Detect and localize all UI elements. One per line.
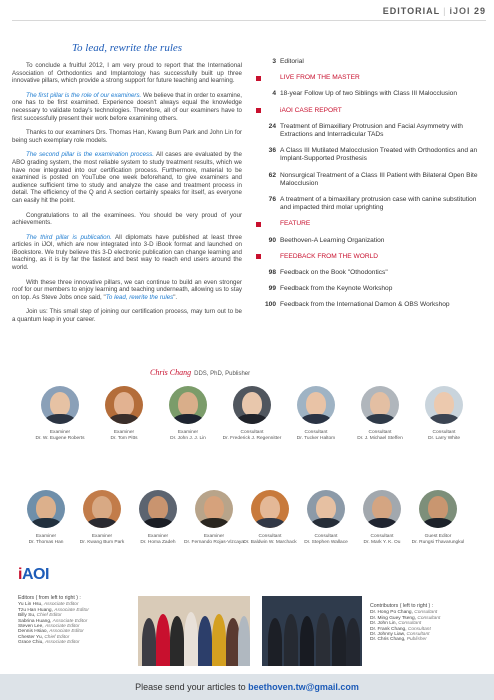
person-card <box>128 490 188 545</box>
body-text: Join us: This small step of joining our certification process, may turn out to be a quantum leap in your career. <box>12 308 242 324</box>
editorial-body <box>12 62 242 324</box>
person-name: Dr. John J. J. Lin <box>170 435 206 441</box>
footer-bar <box>0 674 494 700</box>
credit-role: Consultant <box>407 626 431 632</box>
editors-list <box>18 596 138 646</box>
person-card <box>414 386 474 441</box>
header-page-number: 29 <box>473 6 486 16</box>
person-role: Consultant <box>368 430 392 435</box>
credit-role: Consultant <box>406 632 430 638</box>
portrait-photo <box>419 490 457 528</box>
person-name: Dr. W. Eugene Roberts <box>35 435 85 441</box>
highlight-text: To lead, rewrite the rules <box>105 293 174 301</box>
toc-section-heading <box>252 74 488 82</box>
toc-entry-title: Beethoven-A Learning Organization <box>280 236 385 244</box>
toc-section-heading <box>252 253 488 261</box>
person-card <box>30 386 90 441</box>
section-marker-icon <box>256 108 261 113</box>
editorial-paragraph <box>12 279 242 302</box>
toc-entry[interactable] <box>252 301 488 309</box>
person-role: Examiner <box>91 534 113 539</box>
portrait-photo <box>41 386 79 424</box>
highlight-text: The first pillar is the role of our examiners. <box>26 91 142 99</box>
person-name: Dr. Tom Pitts <box>110 435 138 441</box>
toc-entry-title: Feedback from the Keynote Workshop <box>280 285 393 293</box>
credit-name: Billy Su, <box>18 613 37 619</box>
portrait-photo <box>361 386 399 424</box>
person-card <box>184 490 244 545</box>
header-label <box>383 6 486 16</box>
toc-entry[interactable] <box>252 196 488 212</box>
portrait-photo <box>425 386 463 424</box>
credit-name: Yu Lin Hsu, <box>18 602 44 608</box>
person-role: Examiner <box>113 430 135 435</box>
body-text: ". <box>173 293 178 301</box>
credit-name: Tzu Han Huang, <box>18 607 55 613</box>
toc-section-label: iAOI CASE REPORT <box>280 106 342 114</box>
toc-entry[interactable] <box>252 237 488 245</box>
toc-entry-title: A treatment of a bimaxillary protrusion case with canine substitution and impacted third molar uprighting <box>280 196 477 212</box>
person-name: Dr. Stephen Wallace <box>304 539 348 545</box>
person-role: Examiner <box>49 430 71 435</box>
header-magazine: iJOI <box>449 6 471 16</box>
person-name: Dr. Mark Y. K. Ou <box>363 539 401 545</box>
portrait-photo <box>251 490 289 528</box>
credit-name: Dr. Chris Chang, <box>370 637 407 643</box>
credit-line <box>370 637 490 642</box>
toc-entry-title: Nonsurgical Treatment of a Class III Patient with Bilateral Open Bite Malocclusion <box>280 171 478 187</box>
credit-name: Dr. John Lin, <box>370 621 399 627</box>
table-of-contents <box>252 58 488 318</box>
person-card <box>94 386 154 441</box>
portrait-photo <box>233 386 271 424</box>
toc-section-heading <box>252 107 488 115</box>
person-name: Dr. Kwang Bum Park <box>79 539 125 545</box>
portrait-photo <box>83 490 121 528</box>
person-role: Guest Editor <box>424 534 452 539</box>
toc-page-number: 99 <box>268 285 276 293</box>
toc-entry[interactable] <box>252 147 488 163</box>
editorial-signature <box>150 368 250 377</box>
editorial-paragraph <box>12 62 242 85</box>
person-role: Consultant <box>240 430 264 435</box>
editorial-title: To lead, rewrite the rules <box>71 42 183 54</box>
contributors-entries <box>370 610 490 642</box>
person-card <box>240 490 300 545</box>
person-role: Consultant <box>314 534 338 539</box>
credit-name: Sabrina Huang, <box>18 618 53 624</box>
signature-name: Chris Chang <box>150 368 192 377</box>
toc-entry-title: 18-year Follow Up of two Siblings with Class III Malocclusion <box>280 90 458 98</box>
credit-role: Publisher <box>406 637 427 643</box>
body-text: To conclude a fruitful 2012, I am very proud to report that the International Association of Orthodontics and Implantology has successfully built up three innovative pillars, which provide a strong support for future teaching and learning. <box>12 62 242 85</box>
person-card <box>350 386 410 441</box>
footer-email-link[interactable]: beethoven.tw@gmail.com <box>248 682 359 692</box>
credit-name: Dr. Ming Guey Tseng, <box>370 615 418 621</box>
body-text: Thanks to our examiners Drs. Thomas Han, Kwang Bum Park and John Lin for being such exemplary role models. <box>12 129 242 144</box>
editors-heading: Editors ( from left to right ) : <box>18 595 81 601</box>
person-role: Examiner <box>177 430 199 435</box>
person-card <box>286 386 346 441</box>
logo-prefix: i <box>18 566 22 583</box>
contributors-heading: Contributors ( left to right ) : <box>370 603 434 609</box>
toc-entry[interactable] <box>252 123 488 139</box>
toc-entry-title: A Class III Mutilated Malocclusion Treated with Orthodontics and an Implant-Supported Prosthesis <box>280 147 478 163</box>
editorial-column <box>12 42 242 331</box>
person-card <box>222 386 282 441</box>
editors-group-photo <box>138 596 250 666</box>
portrait-photo <box>195 490 233 528</box>
person-role: Consultant <box>258 534 282 539</box>
person-name: Dr. Homa Zadeh <box>140 539 176 545</box>
toc-entry[interactable] <box>252 269 488 277</box>
credit-role: Associate Editor <box>44 640 80 646</box>
toc-entry[interactable] <box>252 90 488 98</box>
section-marker-icon <box>256 222 261 227</box>
contributors-list <box>370 604 490 643</box>
toc-section-heading <box>252 220 488 228</box>
editorial-paragraph <box>12 212 242 227</box>
toc-page-number: 24 <box>268 122 276 130</box>
credit-name: Grace Chiu, <box>18 640 45 646</box>
page-header <box>0 6 494 20</box>
person-card <box>16 490 76 545</box>
portrait-photo <box>169 386 207 424</box>
credit-name: Steven Lee, <box>18 624 45 630</box>
person-card <box>72 490 132 545</box>
credit-role: Consultant <box>417 615 441 621</box>
toc-page-number: 98 <box>268 269 276 277</box>
header-divider: | <box>443 6 447 16</box>
credit-name: Dr. Johnny Liaw, <box>370 632 407 638</box>
person-name: Dr. Larry White <box>428 435 460 441</box>
toc-page-number: 62 <box>268 171 276 179</box>
toc-entry[interactable] <box>252 172 488 188</box>
portrait-photo <box>105 386 143 424</box>
credit-name: Chester Yu, <box>18 634 45 640</box>
person-role: Examiner <box>203 534 225 539</box>
signature-title: DDS, PhD, Publisher <box>194 371 251 377</box>
credit-role: Associate Editor <box>52 618 88 624</box>
toc-section-label: FEATURE <box>280 220 311 228</box>
person-card <box>158 386 218 441</box>
highlight-text: The third pillar is publication. <box>26 233 112 241</box>
body-text: With these three innovative pillars, we can continue to build an even stronger roof for our members to enjoy learning and teaching underneath, allowing us to stay on top. As Steve Jobs once said, " <box>12 278 242 301</box>
portrait-photo <box>27 490 65 528</box>
header-section: EDITORIAL <box>382 6 441 16</box>
toc-entry-title: Editorial <box>280 58 304 65</box>
person-name: Dr. J. Michael Steffen <box>357 435 403 441</box>
credit-role: Chief Editor <box>36 613 62 619</box>
person-card <box>352 490 412 545</box>
editorial-paragraph <box>12 92 242 122</box>
credit-role: Associate Editor <box>43 602 79 608</box>
person-role: Consultant <box>370 534 394 539</box>
section-marker-icon <box>256 76 261 81</box>
portrait-photo <box>297 386 335 424</box>
person-name: Dr. Fernando Rojas-Vizcaya <box>184 539 244 545</box>
toc-page-number: 36 <box>268 147 276 155</box>
person-name: Dr. Tucker Haltom <box>296 435 336 441</box>
toc-entry-title: Feedback from the International Damon & OBS Workshop <box>280 301 450 309</box>
toc-page-number: 90 <box>268 236 276 244</box>
toc-entry[interactable] <box>252 285 488 293</box>
credit-name: Dr. Hong Po Chang, <box>370 610 415 616</box>
person-card <box>296 490 356 545</box>
portrait-photo <box>307 490 345 528</box>
credit-line <box>18 640 138 645</box>
editorial-paragraph <box>12 234 242 272</box>
person-name: Dr. Baldwin W. Marchack <box>243 539 297 545</box>
person-role: Examiner <box>147 534 169 539</box>
toc-entry-title: Treatment of Bimaxillary Protrusion and Facial Asymmetry with Extractions and Interradicular TADs <box>280 122 463 139</box>
credit-role: Consultant <box>414 610 438 616</box>
toc-entry[interactable] <box>252 58 488 66</box>
iaoi-logo <box>18 566 49 584</box>
highlight-text: The second pillar is the examination process. <box>26 151 154 159</box>
toc-section-label: FEEDBACK FROM THE WORLD <box>280 252 379 260</box>
toc-page-number: 4 <box>272 90 276 98</box>
editors-entries <box>18 602 138 645</box>
logo-suffix: AOI <box>21 566 49 583</box>
header-rule <box>12 20 486 21</box>
body-text: Congratulations to all the examinees. You should be very proud of your achievements. <box>12 211 242 227</box>
toc-entry-title: Feedback on the Book "Othodontics" <box>280 269 388 277</box>
portrait-photo <box>139 490 177 528</box>
credit-role: Associate Editor <box>44 624 80 630</box>
person-name: Dr. Thomas Han <box>28 539 64 545</box>
body-text: We believe that in order to examine, one has to be first examined. Experience doesn't always equal the knowledge necessary to validate today's technologies. Therefore, all of our examiners have to first successfully present their work before examining others. <box>12 91 242 122</box>
body-text: All diplomats have published at least three articles in iJOI, which are now integrated into 3-D iBook format and launched on iBookstore. We truly believe this 3-D electronic publication can change learning and teaching, as it is by far the fastest and best way to reach end users around the world. <box>12 233 242 272</box>
person-name: Dr. Rungsi Thavarungkul <box>411 539 465 545</box>
toc-section-label: LIVE FROM THE MASTER <box>280 74 360 82</box>
editorial-paragraph <box>12 151 242 204</box>
person-name: Dr. Frederick J. Regennitter <box>222 435 282 441</box>
credit-role: Associate Editor <box>49 629 84 635</box>
editorial-paragraph <box>12 129 242 144</box>
toc-page-number: 76 <box>268 196 276 204</box>
credit-role: Chief Editor <box>44 634 70 640</box>
contributors-group-photo <box>262 596 362 666</box>
toc-page-number: 100 <box>264 301 276 309</box>
person-role: Examiner <box>35 534 57 539</box>
person-role: Consultant <box>304 430 328 435</box>
portrait-photo <box>363 490 401 528</box>
credit-role: Consultant <box>398 621 422 627</box>
toc-page-number: 3 <box>272 58 276 65</box>
person-role: Consultant <box>432 430 456 435</box>
editorial-paragraph <box>12 308 242 323</box>
body-text: All cases are evaluated by the ABO grading system, the most reliable system to study treatment results, which we have now integrated into our certification process. Furthermore, material to be examined is posted on YouTube one week beforehand, to give examiners and audience sufficient time to study and analyze the case and treatment process in detail. The efficiency of the Q and A section certainly speaks for itself, as everyone can easily hit the point. <box>12 151 242 204</box>
footer-text: Please send your articles to <box>135 682 249 692</box>
credit-name: Dr. Frank Chang, <box>370 626 408 632</box>
person-card <box>408 490 468 545</box>
section-marker-icon <box>256 254 261 259</box>
credit-name: Dennis Hsiao, <box>18 629 50 635</box>
credit-role: Associate Editor <box>54 607 89 613</box>
